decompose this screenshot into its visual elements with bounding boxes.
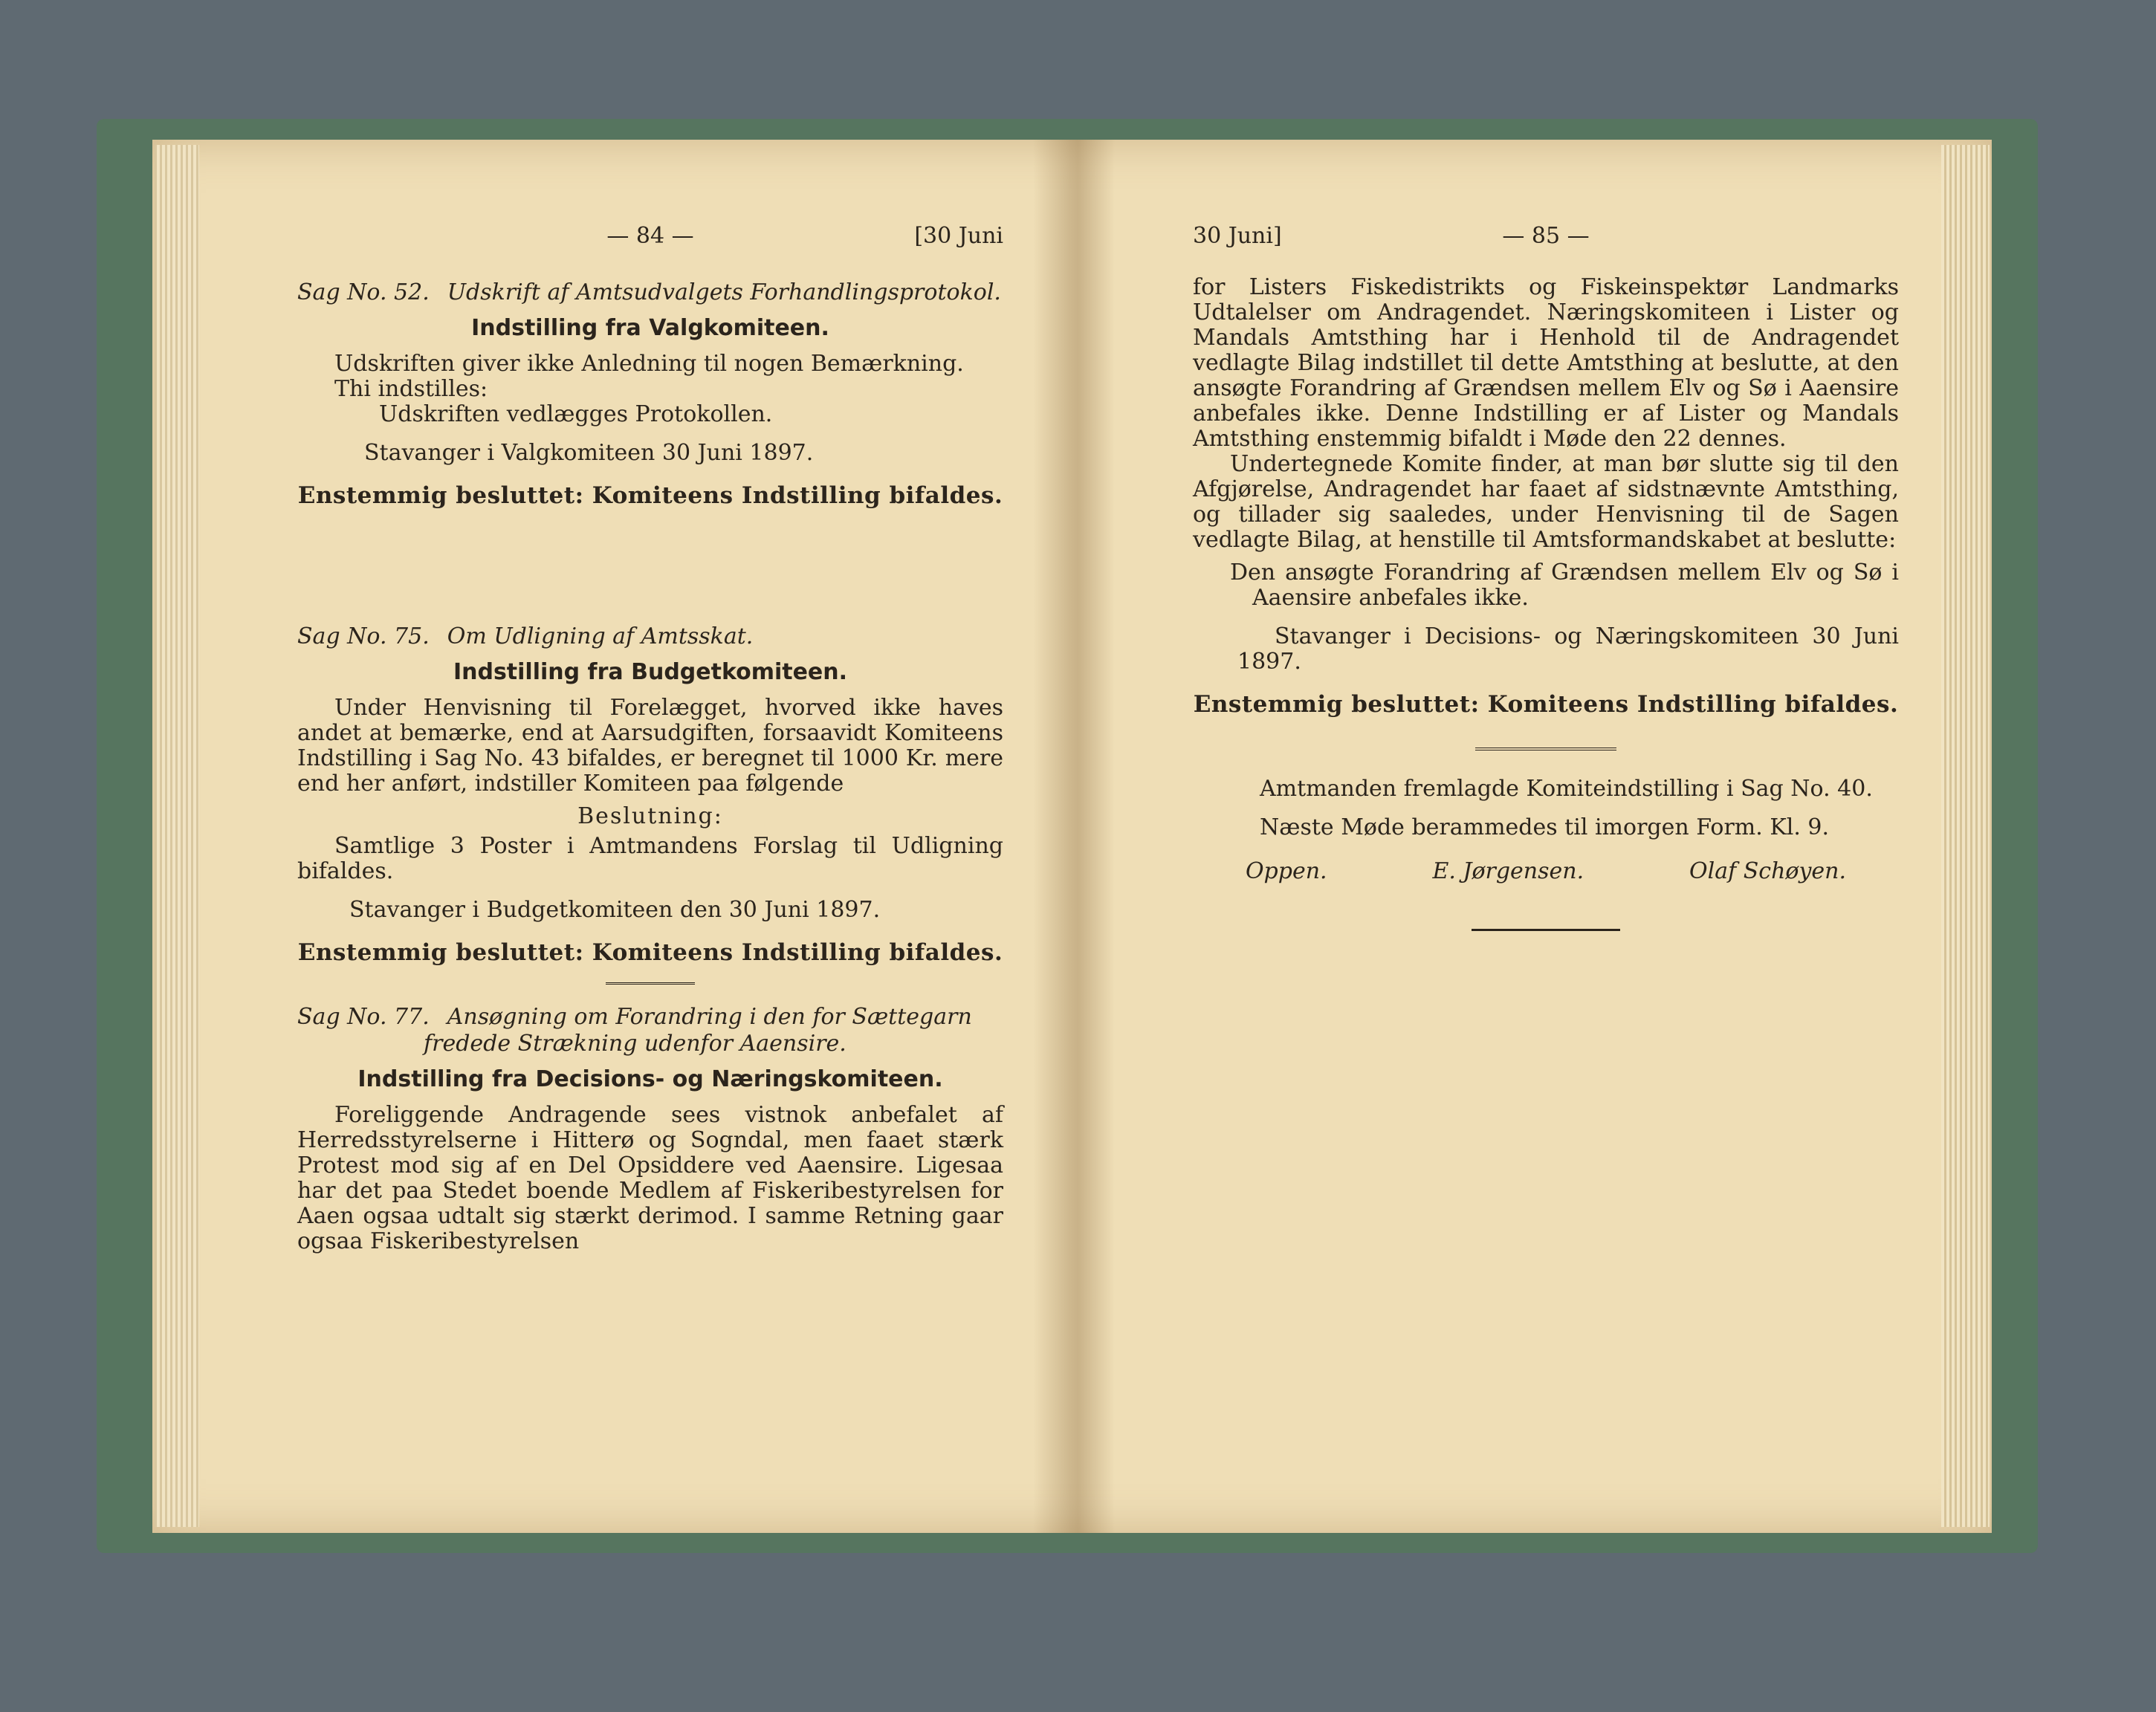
left-page-edges	[155, 145, 199, 1527]
paragraph: Udskriften vedlægges Protokollen.	[379, 401, 773, 427]
signature: Oppen.	[1245, 858, 1327, 884]
conclusion: Enstemmig besluttet: Komiteens Indstilling bifaldes.	[297, 939, 1003, 966]
paragraph: Den ansøgte Forandring af Grændsen mellem Elv og Sø i Aaensire anbefales ikke.	[1230, 560, 1899, 611]
signature-line: Stavanger i Budgetkomiteen den 30 Juni 1897.	[349, 897, 881, 923]
signature-line: Stavanger i Decisions- og Næringskomiteen 30 Juni 1897.	[1237, 623, 1899, 675]
paragraph: Samtlige 3 Poster i Amtmandens Forslag til Udligning bifaldes.	[297, 833, 1003, 884]
paragraph: Næste Møde berammedes til imorgen Form. Kl. 9.	[1260, 814, 1830, 840]
case-number: Sag No. 75.	[297, 623, 430, 649]
case-subject: Om Udligning af Amtsskat.	[447, 623, 754, 649]
section-divider	[1475, 748, 1616, 754]
committee-heading: Indstilling fra Budgetkomiteen.	[453, 659, 848, 685]
case-subject: Udskrift af Amtsudvalgets Forhandlingsprotokol.	[447, 279, 1001, 305]
paragraph: Thi indstilles:	[334, 376, 488, 402]
page-number: — 85 —	[1502, 223, 1590, 249]
conclusion: Enstemmig besluttet: Komiteens Indstilling bifaldes.	[297, 482, 1003, 509]
paragraph: Foreliggende Andragende sees vistnok anbefalet af Herredsstyrelserne i Hitterø og Sogndal, men faaet stærk Protest mod sig af en Del Opsiddere ved Aaensire. Ligesaa har det paa Stedet boende Medlem af Fiskeribestyrelsen for Aaen ogsaa udtalt sig stærkt derimod. I samme Retning gaar ogsaa Fiskeribestyrelsen	[297, 1102, 1003, 1254]
case-subject: Ansøgning om Forandring i den for Sættegarn fredede Strækning udenfor Aaensire.	[424, 1004, 972, 1057]
left-page-header	[297, 223, 1003, 268]
signature: E. Jørgensen.	[1432, 858, 1584, 884]
case-number: Sag No. 52.	[297, 279, 430, 305]
paragraph: Undertegnede Komite finder, at man bør slutte sig til den Afgjørelse, Andragendet har faaet af sidstnævnte Amtsthing, og tillader sig saaledes, under Henvisning til de Sagen vedlagte Bilag, at henstille til Amtsformandskabet at beslutte:	[1193, 451, 1899, 553]
signatures	[1193, 858, 1899, 884]
page-number: — 84 —	[606, 223, 694, 249]
right-page	[1193, 223, 1899, 931]
paragraph: Udskriften giver ikke Anledning til nogen Bemærkning.	[334, 351, 964, 377]
date-header: [30 Juni	[914, 223, 1003, 249]
case-title	[297, 1004, 1003, 1057]
right-page-edges	[1941, 145, 1990, 1527]
paragraph: Under Henvisning til Forelægget, hvorved ikke haves andet at bemærke, end at Aarsudgiften, forsaavidt Komiteens Indstilling i Sag No. 43 bifaldes, er beregnet til 1000 Kr. mere end her anført, indstiller Komiteen paa følgende	[297, 695, 1003, 797]
committee-heading: Indstilling fra Decisions- og Næringskomiteen.	[357, 1066, 943, 1092]
case-number: Sag No. 77.	[297, 1004, 430, 1030]
case-title	[297, 623, 1003, 650]
paragraph: Amtmanden fremlagde Komiteindstilling i Sag No. 40.	[1260, 776, 1873, 802]
signature-line: Stavanger i Valgkomiteen 30 Juni 1897.	[364, 440, 814, 466]
left-page	[297, 223, 1003, 1254]
committee-heading: Indstilling fra Valgkomiteen.	[471, 315, 829, 341]
book-gutter	[1033, 140, 1115, 1533]
right-page-header	[1193, 223, 1899, 268]
paragraph: for Listers Fiskedistrikts og Fiskeinspektør Landmarks Udtalelser om Andragendet. Næringskomiteen i Lister og Mandals Amtsthing har i Henhold til de Andragendet vedlagte Bilag indstillet til dette Amtsthing at beslutte, at den ansøgte Forandring af Grændsen mellem Elv og Sø i Aaensire anbefales ikke. Denne Indstilling er af Lister og Mandals Amtsthing enstemmig bifaldt i Møde den 22 dennes.	[1193, 274, 1899, 452]
signature: Olaf Schøyen.	[1689, 858, 1847, 884]
case-title	[297, 279, 1003, 306]
section-divider	[606, 982, 695, 988]
conclusion: Enstemmig besluttet: Komiteens Indstilling bifaldes.	[1193, 691, 1899, 718]
resolution-heading: Beslutning:	[577, 803, 723, 829]
date-header: 30 Juni]	[1193, 223, 1282, 249]
end-rule	[1472, 929, 1620, 931]
